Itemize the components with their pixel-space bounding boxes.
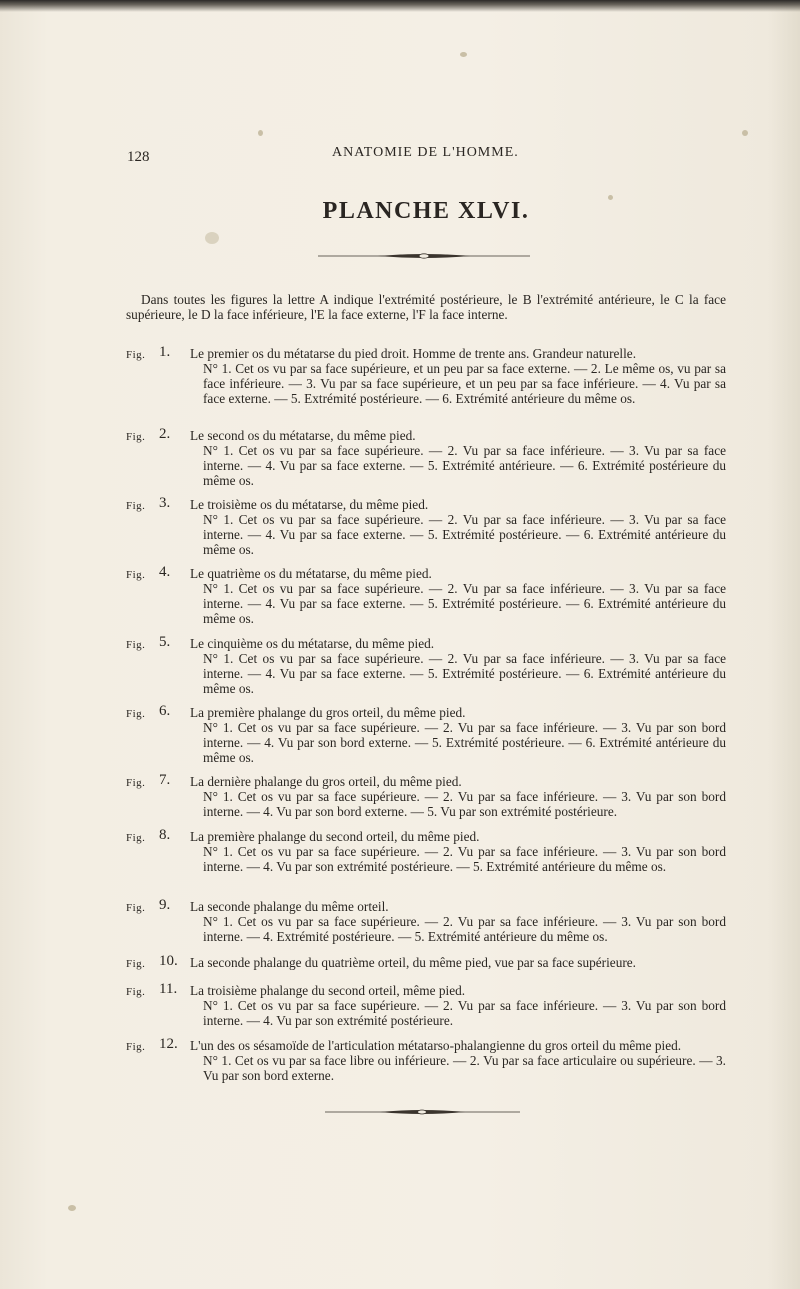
figure-description: N° 1. Cet os vu par sa face supérieure. — 2. Vu par sa face inférieure. — 3. Vu par sa face interne. — 4. Vu par sa face externe. — 5. Extrémité postérieure. — 6. Extrémité antérieure du même os. [203,581,726,626]
plate-title: PLANCHE XLVI. [322,198,530,224]
figure-title: La première phalange du gros orteil, du même pied. [190,705,466,720]
figure-label: Fig. 4. [126,564,171,581]
figure-description: N° 1. Cet os vu par sa face supérieure. — 2. Vu par sa face inférieure. — 3. Vu par son bord interne. — 4. Extrémité postérieure. — 5. Extrémité antérieure du même os. [203,914,726,944]
figure-entry [126,829,726,874]
figure-entry [126,774,726,819]
figure-entry [126,955,726,970]
figure-description: N° 1. Cet os vu par sa face libre ou inférieure. — 2. Vu par sa face articulaire ou supérieure. — 3. Vu par son bord externe. [203,1053,726,1083]
figure-entry [126,428,726,488]
page-header [0,145,800,165]
figure-title: La dernière phalange du gros orteil, du même pied. [190,774,462,789]
figure-description: N° 1. Cet os vu par sa face supérieure. — 2. Vu par sa face inférieure. — 3. Vu par sa face interne. — 4. Vu par sa face externe. — 5. Extrémité postérieure. — 6. Extrémité antérieure du même os. [203,512,726,557]
figure-title: Le cinquième os du métatarse, du même pied. [190,636,435,651]
figure-title: La première phalange du second orteil, du même pied. [190,829,480,844]
figure-label: Fig. 2. [126,426,171,443]
paper-spot [460,52,467,57]
figure-label: Fig. 6. [126,703,171,720]
top-edge-shadow [0,0,800,12]
figure-label: Fig. 12. [126,1036,178,1053]
figure-label: Fig. 11. [126,981,178,998]
figure-title: La seconde phalange du quatrième orteil, du même pied, vue par sa face supérieure. [190,955,636,970]
figure-entry [126,497,726,557]
figure-entry [126,566,726,626]
intro-paragraph: Dans toutes les figures la lettre A indique l'extrémité postérieure, le B l'extrémité antérieure, le C la face supérieure, le D la face inférieure, l'E la face externe, l'F la face interne. [126,292,726,322]
paper-spot [205,232,219,244]
running-title: ANATOMIE DE L'HOMME. [332,145,519,160]
figure-label: Fig. 5. [126,634,171,651]
page-number: 128 [127,149,150,165]
figure-entry [126,636,726,696]
paper-spot [742,130,748,136]
figure-description: N° 1. Cet os vu par sa face supérieure. — 2. Vu par sa face inférieure. — 3. Vu par son bord interne. — 4. Vu par son bord externe. — 5. Vu par son extrémité postérieure. [203,789,726,819]
ornamental-rule [318,253,530,259]
paper-spot [68,1205,76,1211]
figure-title: Le second os du métatarse, du même pied. [190,428,416,443]
figure-title: Le troisième os du métatarse, du même pied. [190,497,429,512]
figure-title: Le premier os du métatarse du pied droit. Homme de trente ans. Grandeur naturelle. [190,346,637,361]
figure-description: N° 1. Cet os vu par sa face supérieure. — 2. Vu par sa face inférieure. — 3. Vu par son bord interne. — 4. Vu par son extrémité postérieure. [203,998,726,1028]
figure-title: L'un des os sésamoïde de l'articulation métatarso-phalangienne du gros orteil du même pied. [190,1038,682,1053]
figure-description: N° 1. Cet os vu par sa face supérieure. — 2. Vu par sa face inférieure. — 3. Vu par sa face interne. — 4. Vu par sa face externe. — 5. Extrémité postérieure. — 6. Extrémité antérieure du même os. [203,651,726,696]
figure-entry [126,899,726,944]
figure-label: Fig. 10. [126,953,178,970]
figure-title: La troisième phalange du second orteil, même pied. [190,983,466,998]
figure-description: N° 1. Cet os vu par sa face supérieure. — 2. Vu par sa face inférieure. — 3. Vu par sa face interne. — 4. Vu par sa face externe. — 5. Extrémité antérieure. — 6. Extrémité postérieure du même os. [203,443,726,488]
figure-description: N° 1. Cet os vu par sa face supérieure. — 2. Vu par sa face inférieure. — 3. Vu par son bord interne. — 4. Vu par son bord externe. — 5. Extrémité postérieure. — 6. Extrémité antérieure du même os. [203,720,726,765]
figure-label: Fig. 9. [126,897,171,914]
figure-title: Le quatrième os du métatarse, du même pied. [190,566,432,581]
figure-label: Fig. 8. [126,827,171,844]
figure-entry [126,705,726,765]
figure-entry [126,1038,726,1083]
figure-description: N° 1. Cet os vu par sa face supérieure, et un peu par sa face externe. — 2. Le même os, vu par sa face inférieure. — 3. Vu par sa face supérieure, et un peu par sa face inférieure. — 4. Vu par sa face externe. — 5. Extrémité postérieure. — 6. Extrémité antérieure du même os. [203,361,726,406]
figure-label: Fig. 7. [126,772,171,789]
figure-entry [126,983,726,1028]
closing-ornamental-rule [325,1109,520,1115]
paper-spot [258,130,263,136]
figure-title: La seconde phalange du même orteil. [190,899,389,914]
figure-label: Fig. 3. [126,495,171,512]
figure-description: N° 1. Cet os vu par sa face supérieure. — 2. Vu par sa face inférieure. — 3. Vu par son bord interne. — 4. Vu par son extrémité postérieure. — 5. Extrémité antérieure du même os. [203,844,726,874]
figure-entry [126,346,726,406]
figure-label: Fig. 1. [126,344,171,361]
